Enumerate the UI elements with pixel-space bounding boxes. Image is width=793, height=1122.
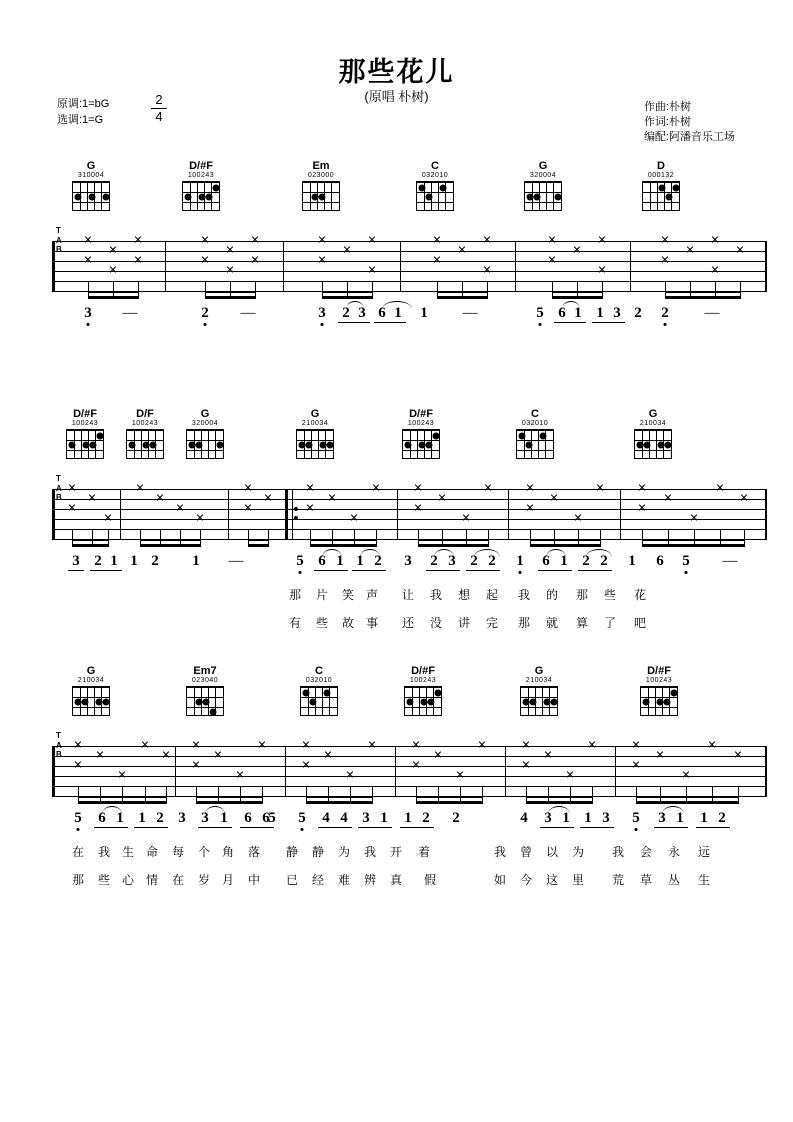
credit-composer: 作曲:朴树 [643,101,691,113]
note-number: 5 [632,810,640,826]
chord-grid [186,686,224,716]
chord-fingering: 310004 [77,172,105,179]
chord-name: D/#F [647,665,671,677]
chord-grid [634,429,672,459]
chord-name: D/#F [411,665,435,677]
lyric-syllable: 经 [311,873,325,887]
note-number: — [240,305,256,321]
lyric-syllable: 起 [485,588,499,602]
chord-name: C [531,408,539,420]
time-signature [148,93,170,124]
chord-name: D [657,160,665,172]
chord-grid [416,181,454,211]
chord-diagram [178,160,224,211]
lyric-syllable: 声 [365,588,379,602]
note-number: 5 [268,810,276,826]
lyric-syllable: 我 [611,845,625,859]
page-title: 那些花儿 [338,57,455,87]
lyric-syllable: 有 [288,616,302,630]
chord-fingering: 000132 [647,172,675,179]
number-notation-row-1 [0,305,793,331]
note-number: 4 [340,810,348,826]
note-number: 2 [94,553,102,569]
tab-label: T A B [56,731,62,759]
note-number: 1 [138,810,146,826]
chord-name: G [534,665,544,677]
chord-grid [186,429,224,459]
note-number: 2 [374,553,382,569]
note-number: 3 [178,810,186,826]
chord-fingering: 210034 [77,677,105,684]
system-3 [0,665,793,887]
lyric-syllable: 我 [363,845,377,859]
key-original: 原调:1=bG [57,98,110,110]
note-number: 3 [448,553,456,569]
note-number: 3 [602,810,610,826]
lyrics-line-1-sys3 [0,843,793,863]
lyric-syllable: 荒 [611,873,625,887]
chord-diagram [520,160,566,211]
note-number: 6 [656,553,664,569]
lyric-syllable: 花 [633,588,647,602]
chord-diagram [298,160,344,211]
lyric-syllable: 在 [71,845,85,859]
lyric-syllable: 这 [545,873,559,887]
chord-name: C [315,665,323,677]
lyric-syllable: 我 [517,588,531,602]
note-number: 2 [156,810,164,826]
note-number: 5 [298,810,306,826]
note-number: 6 [262,810,270,826]
tab-staff-1: T A B ✕ ✕ ✕ ✕ ✕ ✕ ✕ ✕ ✕ ✕ ✕ ✕ ✕ ✕ ✕ ✕ ✕ ✕ ✕ ✕ ✕ ✕ ✕ ✕ ✕ ✕ ✕ ✕ ✕ ✕ ✕ ✕ ✕ [0,226,793,306]
note-number: 2 [201,305,209,321]
lyric-syllable: 落 [247,845,261,859]
lyric-syllable: 笑 [341,588,355,602]
chord-grid [642,181,680,211]
note-number: 1 [516,553,524,569]
lyric-syllable: 今 [519,873,533,887]
chord-name: G [310,408,320,420]
note-number: 6 [98,810,106,826]
lyric-syllable: 着 [417,845,431,859]
chord-fingering: 100243 [409,677,437,684]
lyric-syllable: 辨 [363,873,377,887]
chord-fingering: 100243 [645,677,673,684]
note-number: 1 [404,810,412,826]
lyric-syllable: 就 [545,616,559,630]
lyric-syllable: 那 [575,588,589,602]
lyric-syllable: 静 [311,845,325,859]
credits [644,100,735,145]
chord-grid [66,429,104,459]
note-number: 1 [130,553,138,569]
lyric-syllable: 如 [493,873,507,887]
chord-grid [296,429,334,459]
chord-fingering: 100243 [71,420,99,427]
key-played: 选调:1=G [57,114,104,126]
chord-fingering: 210034 [525,677,553,684]
note-number: 2 [342,305,350,321]
tab-label: T A B [56,226,62,254]
lyric-syllable: 永 [667,845,681,859]
note-number: 2 [582,553,590,569]
lyric-syllable: 已 [285,873,299,887]
page-subtitle: (原唱 朴树) [364,89,429,104]
note-number: — [722,553,738,569]
note-number: 1 [676,810,684,826]
lyric-syllable: 为 [571,845,585,859]
lyric-syllable: 些 [315,616,329,630]
system-1 [0,160,793,321]
note-number: 1 [116,810,124,826]
chord-fingering: 023040 [191,677,219,684]
note-number: 2 [718,810,726,826]
system-2 [0,408,793,630]
lyric-syllable: 月 [221,873,235,887]
lyric-syllable: 开 [389,845,403,859]
lyric-syllable: 心 [121,873,135,887]
chord-diagram [400,665,446,716]
chord-name: C [431,160,439,172]
chord-diagram [122,408,168,459]
note-number: 2 [452,810,460,826]
chord-diagram [636,665,682,716]
lyric-syllable: 些 [97,873,111,887]
repeat-sign [294,502,299,525]
chord-diagram [62,408,108,459]
lyric-syllable: 吧 [633,616,647,630]
lyric-syllable: 在 [171,873,185,887]
chord-grid [404,686,442,716]
chord-name: G [200,408,210,420]
note-number: 1 [562,810,570,826]
lyric-syllable: 丛 [667,873,681,887]
lyric-syllable: 以 [545,845,559,859]
note-number: 1 [584,810,592,826]
note-number: 2 [422,810,430,826]
chord-name: G [86,160,96,172]
lyric-syllable: 让 [401,588,415,602]
chord-diagram-row-3 [0,665,793,727]
chord-grid [402,429,440,459]
chord-fingering: 320004 [191,420,219,427]
note-number: 3 [358,305,366,321]
chord-diagram-row-2 [0,408,793,470]
lyric-syllable: 了 [603,616,617,630]
chord-fingering: 210034 [301,420,329,427]
note-number: 1 [220,810,228,826]
lyrics-line-2-sys3 [0,871,793,891]
chord-name: D/#F [73,408,97,420]
lyric-syllable: 假 [423,873,437,887]
lyric-syllable: 岁 [197,873,211,887]
number-notation-row-3 [0,810,793,836]
note-number: 3 [318,305,326,321]
chord-name: G [648,408,658,420]
chord-diagram [638,160,684,211]
lyric-syllable: 我 [429,588,443,602]
lyric-syllable: 我 [493,845,507,859]
note-number: 1 [574,305,582,321]
lyrics-line-1-sys2 [0,586,793,606]
chord-grid [524,181,562,211]
lyric-syllable: 每 [171,845,185,859]
tab-staff-3: T A B ✕ ✕ ✕ ✕ ✕ ✕ ✕ ✕ ✕ ✕ ✕ ✕ ✕ ✕ ✕ ✕ ✕ ✕ ✕ ✕ ✕ ✕ ✕ ✕ ✕ ✕ ✕ ✕ ✕ ✕ ✕ ✕ [0,731,793,811]
chord-diagram [512,408,558,459]
chord-fingering: 032010 [521,420,549,427]
note-number: — [122,305,138,321]
note-number: 5 [682,553,690,569]
note-number: 1 [560,553,568,569]
chord-fingering: 032010 [305,677,333,684]
note-number: 2 [634,305,642,321]
chord-name: Em [312,160,330,172]
lyric-syllable: 个 [197,845,211,859]
chord-grid [300,686,338,716]
lyric-syllable: 命 [145,845,159,859]
lyric-syllable: 中 [247,873,261,887]
chord-name: G [538,160,548,172]
chord-fingering: 100243 [407,420,435,427]
note-number: 3 [72,553,80,569]
note-number: 6 [318,553,326,569]
lyric-syllable: 里 [571,873,585,887]
chord-grid [72,686,110,716]
note-number: 2 [470,553,478,569]
note-number: 5 [74,810,82,826]
chord-diagram-row-1 [0,160,793,222]
note-number: 2 [600,553,608,569]
chord-grid [72,181,110,211]
chord-name: D/#F [409,408,433,420]
lyric-syllable: 没 [429,616,443,630]
chord-grid [520,686,558,716]
chord-name: D/#F [189,160,213,172]
lyric-syllable: 情 [145,873,159,887]
note-number: 6 [244,810,252,826]
note-number: — [704,305,720,321]
lyric-syllable: 那 [288,588,302,602]
lyric-syllable: 些 [603,588,617,602]
tab-staff-2: T A B ✕ ✕ ✕ ✕ ✕ ✕ ✕ ✕ ✕ ✕ ✕ ✕ ✕ ✕ ✕ ✕ ✕ ✕ ✕ ✕ ✕ ✕ ✕ ✕ ✕ ✕ ✕ ✕ ✕ ✕ ✕ ✕ [0,474,793,554]
note-number: 2 [488,553,496,569]
note-number: 3 [84,305,92,321]
chord-name: G [86,665,96,677]
chord-diagram [68,665,114,716]
chord-diagram [182,408,228,459]
credit-arranger: 编配:阿潘音乐工场 [643,131,735,143]
note-number: 6 [542,553,550,569]
lyric-syllable: 生 [121,845,135,859]
chord-diagram [68,160,114,211]
lyric-syllable: 会 [639,845,653,859]
chord-fingering: 023000 [307,172,335,179]
chord-grid [640,686,678,716]
credit-lyricist: 作词:朴树 [643,116,691,128]
note-number: — [228,553,244,569]
lyric-syllable: 生 [697,873,711,887]
note-number: 6 [558,305,566,321]
lyric-syllable: 片 [315,588,329,602]
lyric-syllable: 算 [575,616,589,630]
note-number: 5 [296,553,304,569]
lyric-syllable: 的 [545,588,559,602]
chord-grid [126,429,164,459]
chord-diagram [296,665,342,716]
note-number: 2 [151,553,159,569]
note-number: 2 [430,553,438,569]
lyric-syllable: 还 [401,616,415,630]
note-number: 1 [700,810,708,826]
note-number: 2 [661,305,669,321]
note-number: 3 [362,810,370,826]
time-signature-bottom: 4 [155,109,163,124]
chord-name: Em7 [193,665,217,677]
note-number: 1 [110,553,118,569]
chord-diagram [630,408,676,459]
chord-fingering: 100243 [131,420,159,427]
note-number: 1 [420,305,428,321]
note-number: 1 [628,553,636,569]
chord-fingering: 100243 [187,172,215,179]
number-notation-row-2 [0,553,793,579]
lyric-syllable: 草 [639,873,653,887]
note-number: 1 [356,553,364,569]
note-number: 3 [658,810,666,826]
note-number: 6 [378,305,386,321]
note-number: 4 [322,810,330,826]
lyric-syllable: 我 [97,845,111,859]
tab-label: T A B [56,474,62,502]
note-number: 1 [380,810,388,826]
time-signature-top: 2 [155,92,163,107]
note-number: — [462,305,478,321]
note-number: 1 [336,553,344,569]
lyric-syllable: 静 [285,845,299,859]
chord-diagram [182,665,228,716]
note-number: 3 [404,553,412,569]
note-number: 1 [192,553,200,569]
lyric-syllable: 远 [697,845,711,859]
chord-diagram [412,160,458,211]
chord-diagram [292,408,338,459]
note-number: 3 [613,305,621,321]
note-number: 1 [394,305,402,321]
chord-name: D/F [136,408,154,420]
chord-fingering: 320004 [529,172,557,179]
chord-grid [182,181,220,211]
key-block [57,96,109,128]
chord-diagram [398,408,444,459]
lyric-syllable: 故 [341,616,355,630]
lyric-syllable: 为 [337,845,351,859]
lyrics-line-2-sys2 [0,614,793,634]
lyric-syllable: 那 [517,616,531,630]
note-number: 4 [520,810,528,826]
note-number: 3 [201,810,209,826]
chord-diagram [516,665,562,716]
lyric-syllable: 角 [221,845,235,859]
lyric-syllable: 曾 [519,845,533,859]
lyric-syllable: 想 [457,588,471,602]
note-number: 1 [596,305,604,321]
lyric-syllable: 那 [71,873,85,887]
lyric-syllable: 真 [389,873,403,887]
chord-grid [516,429,554,459]
note-number: 3 [544,810,552,826]
chord-grid [302,181,340,211]
lyric-syllable: 讲 [457,616,471,630]
chord-fingering: 032010 [421,172,449,179]
lyric-syllable: 完 [485,616,499,630]
lyric-syllable: 难 [337,873,351,887]
note-number: 5 [536,305,544,321]
lyric-syllable: 事 [365,616,379,630]
chord-fingering: 210034 [639,420,667,427]
